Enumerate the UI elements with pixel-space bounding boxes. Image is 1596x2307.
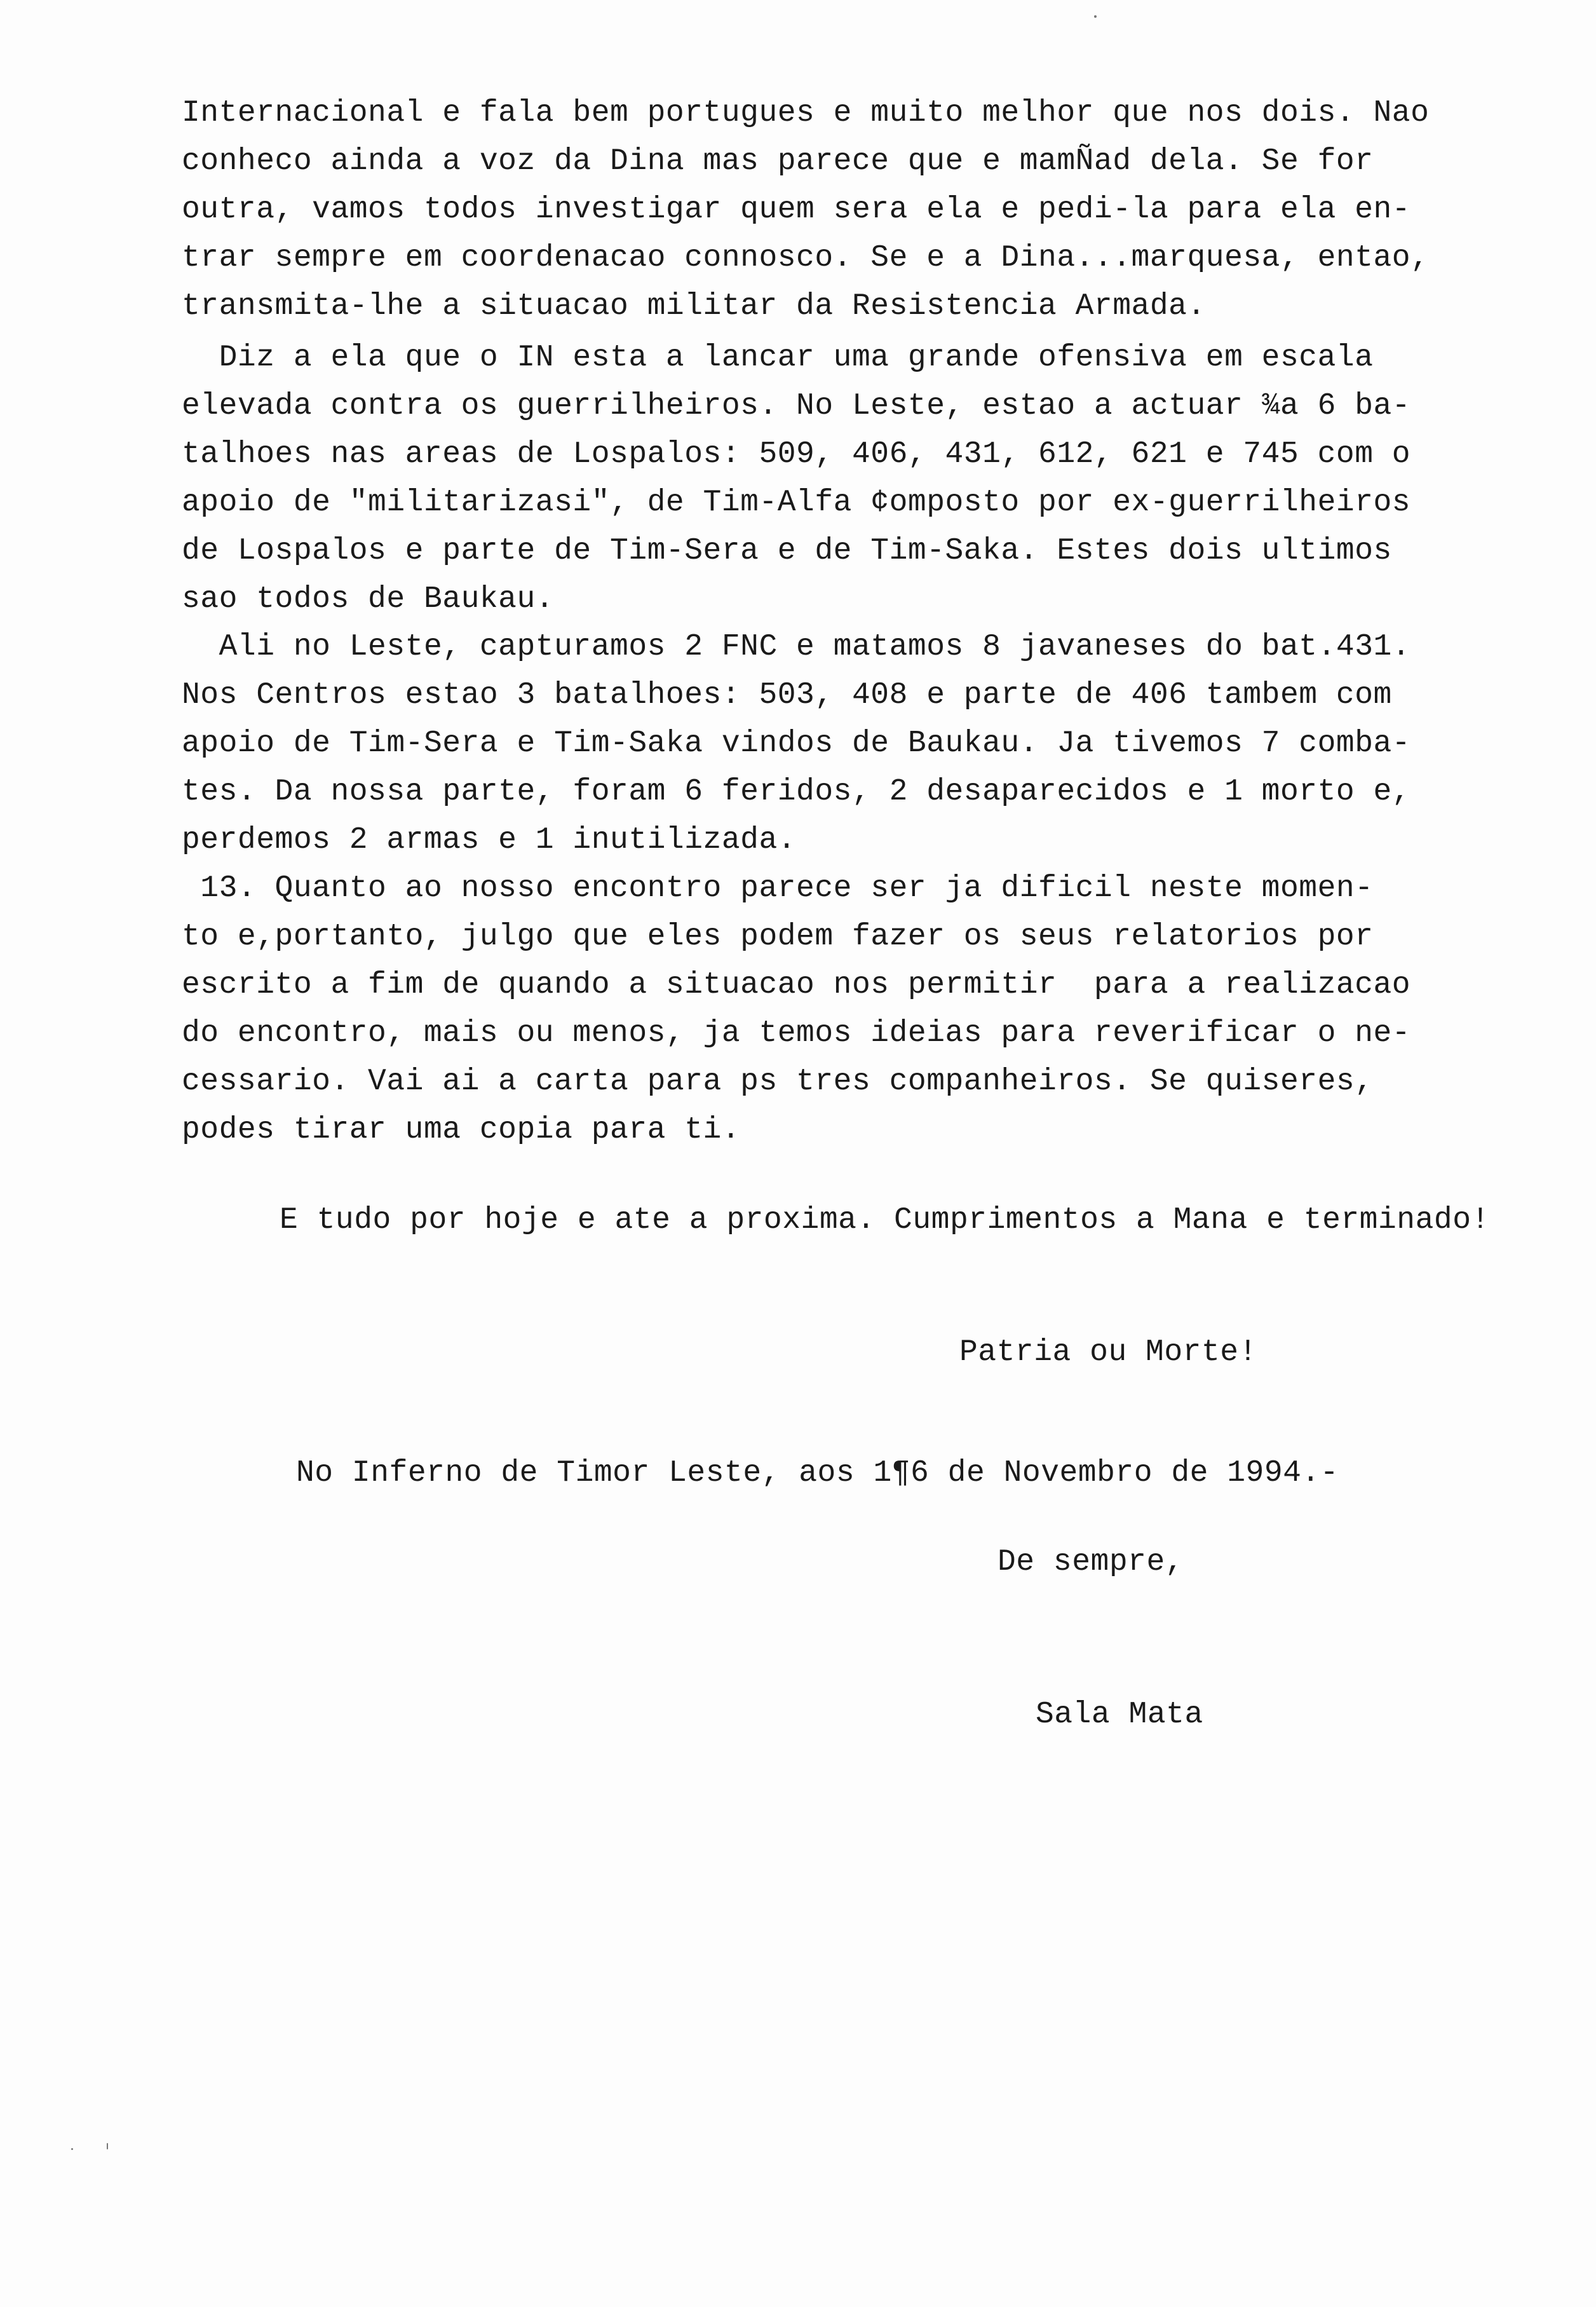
text-line: trar sempre em coordenacao connosco. Se e a Dina...marquesa, entao, — [182, 241, 1430, 275]
text-line: perdemos 2 armas e 1 inutilizada. — [182, 823, 797, 857]
text-line: tes. Da nossa parte, foram 6 feridos, 2 desaparecidos e 1 morto e, — [182, 775, 1411, 809]
text-line: do encontro, mais ou menos, ja temos ideias para reverificar o ne- — [182, 1016, 1411, 1051]
letter-paragraph-2 — [182, 334, 1491, 623]
place-date-line: No Inferno de Timor Leste, aos 1¶6 de Novembro de 1994.- — [296, 1456, 1339, 1490]
signature: Sala Mata — [1036, 1698, 1203, 1732]
text-line: Nos Centros estao 3 batalhoes: 503, 408 e parte de 406 tambem com — [182, 678, 1392, 712]
text-line: Diz a ela que o IN esta a lancar uma grande ofensiva em escala — [182, 341, 1374, 375]
greeting: De sempre, — [998, 1545, 1184, 1579]
text-line: podes tirar uma copia para ti. — [182, 1113, 741, 1147]
letter-paragraph-4 — [182, 864, 1491, 1154]
scan-speck — [107, 2143, 108, 2149]
closing-line: E tudo por hoje e ate a proxima. Cumprimentos a Mana e terminado! — [280, 1203, 1490, 1237]
text-line: Ali no Leste, capturamos 2 FNC e matamos 8 javaneses do bat.431. — [182, 630, 1411, 664]
text-line: 13. Quanto ao nosso encontro parece ser ja dificil neste momen- — [182, 871, 1374, 906]
letter-paragraph-3 — [182, 623, 1491, 864]
text-line: talhoes nas areas de Lospalos: 509, 406, 431, 612, 621 e 745 com o — [182, 437, 1411, 472]
text-line: escrito a fim de quando a situacao nos permitir para a realizacao — [182, 968, 1411, 1002]
text-line: Internacional e fala bem portugues e muito melhor que nos dois. Nao — [182, 96, 1430, 130]
scan-speck — [71, 2148, 73, 2150]
text-line: outra, vamos todos investigar quem sera ela e pedi-la para ela en- — [182, 193, 1411, 227]
letter-paragraph-1 — [182, 89, 1491, 330]
text-line: to e,portanto, julgo que eles podem fazer os seus relatorios por — [182, 920, 1374, 954]
text-line: sao todos de Baukau. — [182, 582, 555, 616]
text-line: transmita-lhe a situacao militar da Resistencia Armada. — [182, 289, 1206, 323]
text-line: conheco ainda a voz da Dina mas parece que e mamÑad dela. Se for — [182, 144, 1374, 179]
text-line: elevada contra os guerrilheiros. No Leste, estao a actuar ¾a 6 ba- — [182, 389, 1411, 423]
motto: Patria ou Morte! — [959, 1335, 1257, 1370]
text-line: cessario. Vai ai a carta para ps tres companheiros. Se quiseres, — [182, 1065, 1374, 1099]
text-line: apoio de Tim-Sera e Tim-Saka vindos de Baukau. Ja tivemos 7 comba- — [182, 726, 1411, 761]
text-line: apoio de "militarizasi", de Tim-Alfa ¢omposto por ex-guerrilheiros — [182, 486, 1411, 520]
scan-speck — [1094, 15, 1097, 18]
text-line: de Lospalos e parte de Tim-Sera e de Tim-Saka. Estes dois ultimos — [182, 534, 1392, 568]
